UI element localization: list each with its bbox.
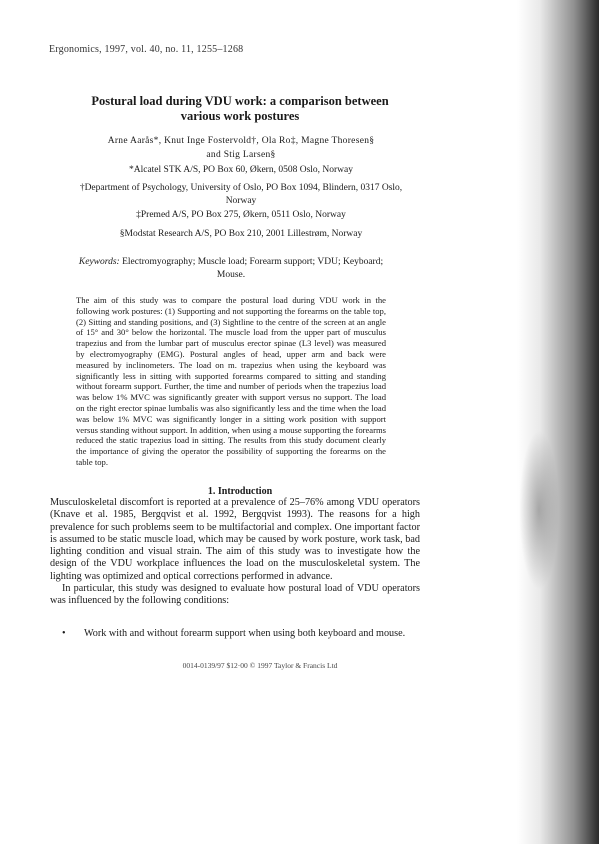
keywords [76, 256, 386, 281]
abstract: The aim of this study was to compare the postural load during VDU work in the following work postures: (1) Supporting and not supporting the forearms on the table top, (2) Sitting and standing positions, and (3) Sightline to the centre of the screen at an angle of 15° and 30° below the horizontal. The muscle load from the upper part of musculus trapezius and from the lumbar part of musculus erector spinae (L3 level) was measured by electromyography (EMG). Postural angles of head, upper arm and back were measured by inclinometers. The load on m. trapezius when using the keyboard was significantly less in sitting with supported forearms compared to sitting and standing without forearm support. Further, the time and number of periods when the trapezius load was below 1% MVC was significantly greater with support versus no support. The load on the right erector spinae lumbalis was also significantly less and the time when the load was below 1% MVC was significantly longer in a sitting work position with support versus standing without support. In addition, when using a mouse supporting the forearms reduced the static trapezius load in sitting. The results from this study document clearly the importance of giving the operator the possibility of supporting the forearms on the table top. [76, 295, 386, 467]
bullet-item [62, 628, 418, 640]
intro-paragraph-1: Musculoskeletal discomfort is reported at a prevalence of 25–76% among VDU operators (Knave et al. 1985, Bergqvist et al. 1992, Bergqvist 1993). The reasons for a high prevalence for such problems seem to be multifactorial and complex. One important factor is assumed to be static muscle load, which may be caused by work posture, work task, bad lighting condition and visual strain. The aim of this study was to investigate how the design of the VDU workplace influences the load on the musculoskeletal system. The lighting was optimized and optical corrections performed in advance. [50, 497, 420, 582]
paper-title [60, 94, 420, 124]
keywords-text: Electromyography; Muscle load; Forearm support; VDU; Keyboard; Mouse. [122, 257, 384, 280]
author-list [66, 134, 416, 162]
section-heading-introduction: 1. Introduction [207, 486, 273, 497]
authors-line-1: Arne Aarås*, Knut Inge Fostervold†, Ola Ro‡, Magne Thoresen§ [107, 136, 375, 146]
affiliation-modstat: §Modstat Research A/S, PO Box 210, 2001 Lillestrøm, Norway [119, 229, 363, 239]
introduction-body [50, 497, 420, 608]
title-line-1: Postural load during VDU work: a comparison between [91, 94, 389, 108]
scan-shadow-edge [517, 0, 599, 844]
bullet-text: Work with and without forearm support when using both keyboard and mouse. [84, 628, 406, 639]
affiliation-university-oslo: †Department of Psychology, University of Oslo, PO Box 1094, Blindern, 0317 Oslo, Norway [79, 183, 403, 206]
copyright-footer: 0014-0139/97 $12·00 © 1997 Taylor & Francis Ltd [182, 661, 338, 670]
scan-smudge [519, 430, 559, 590]
keywords-label: Keywords: [78, 257, 120, 267]
authors-line-2: and Stig Larsen§ [206, 150, 276, 160]
affiliation-premed: ‡Premed A/S, PO Box 275, Økern, 0511 Oslo, Norway [136, 210, 346, 220]
title-line-2: various work postures [180, 109, 300, 123]
intro-paragraph-2: In particular, this study was designed to evaluate how postural load of VDU operators was influenced by the following conditions: [50, 583, 420, 607]
affiliation-alcatel: *Alcatel STK A/S, PO Box 60, Økern, 0508 Oslo, Norway [128, 165, 354, 175]
bullet-icon: • [62, 628, 66, 639]
journal-reference: Ergonomics, 1997, vol. 40, no. 11, 1255–1268 [49, 44, 244, 55]
